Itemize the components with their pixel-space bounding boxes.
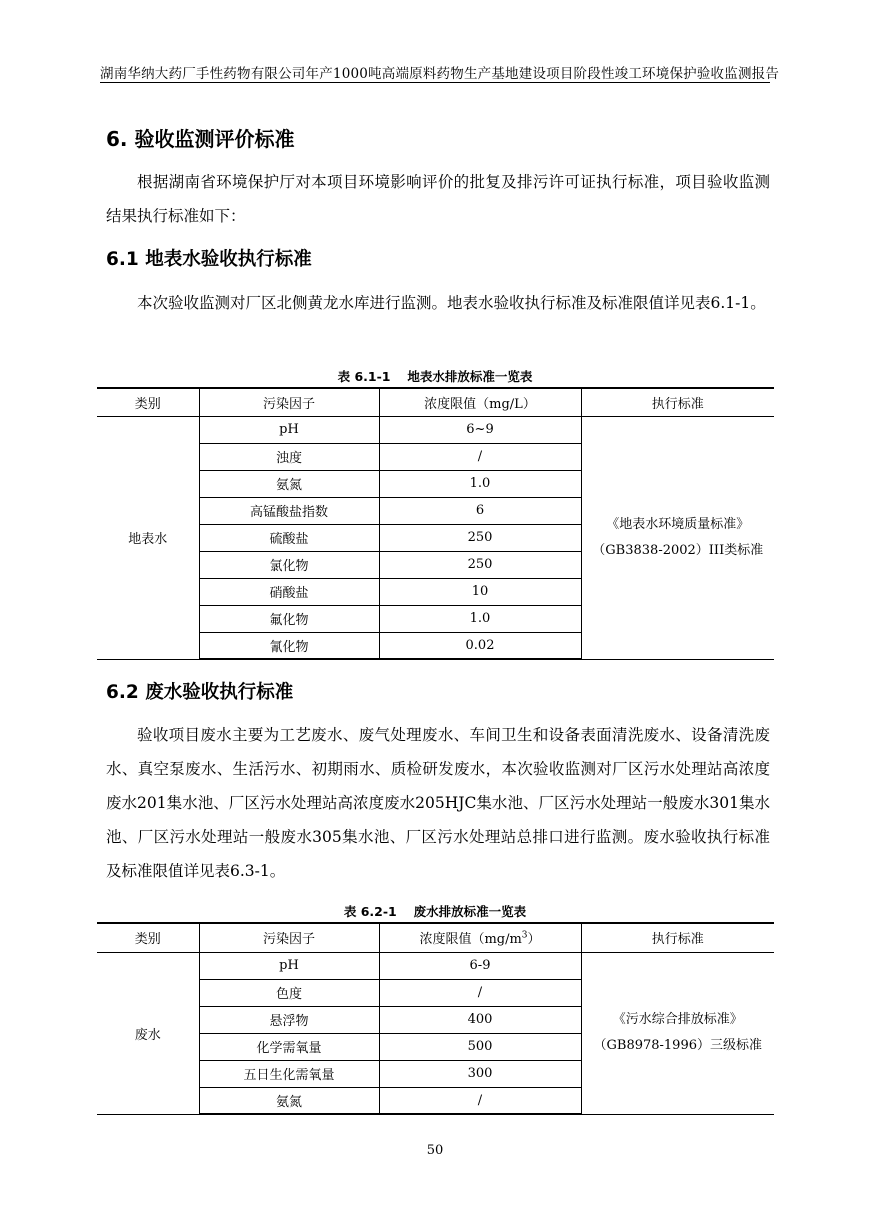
factor-cell: 高锰酸盐指数	[199, 497, 379, 524]
col-limit: 浓度限值（mg/L）	[379, 388, 581, 416]
table-row	[97, 416, 774, 443]
limit-cell: 0.02	[379, 632, 581, 659]
limit-cell: /	[379, 1087, 581, 1114]
factor-cell: 氟化物	[199, 605, 379, 632]
section-6-title: 6. 验收监测评价标准	[106, 127, 295, 151]
standard-cell	[581, 952, 774, 1114]
factor-cell: 硝酸盐	[199, 578, 379, 605]
header-rule	[100, 82, 770, 83]
table-header-row	[97, 388, 774, 416]
surface-water-standard-table	[97, 387, 774, 660]
limit-cell: 6	[379, 497, 581, 524]
unit-superscript: 3	[521, 930, 528, 941]
limit-cell: /	[379, 979, 581, 1006]
limit-cell: 1.0	[379, 470, 581, 497]
col-standard: 执行标准	[581, 923, 774, 952]
category-cell: 废水	[97, 952, 199, 1114]
col-factor: 污染因子	[199, 923, 379, 952]
wastewater-standard-table	[97, 922, 774, 1115]
page-number: 50	[426, 1143, 444, 1158]
limit-cell: 10	[379, 578, 581, 605]
limit-cell: /	[379, 443, 581, 470]
col-category: 类别	[97, 923, 199, 952]
factor-cell: 色度	[199, 979, 379, 1006]
page-header: 湖南华纳大药厂手性药物有限公司年产1000吨高端原料药物生产基地建设项目阶段性竣工环境保护验收监测报告	[100, 66, 780, 82]
section-6-intro: 根据湖南省环境保护厅对本项目环境影响评价的批复及排污许可证执行标准，项目验收监测结果执行标准如下：	[106, 173, 770, 225]
factor-cell: 硫酸盐	[199, 524, 379, 551]
factor-cell: 化学需氧量	[199, 1033, 379, 1060]
table-row	[97, 952, 774, 979]
col-standard: 执行标准	[581, 388, 774, 416]
factor-cell: 氨氮	[199, 1087, 379, 1114]
limit-cell: 6-9	[379, 952, 581, 979]
standard-line-1: 《地表水环境质量标准》	[606, 516, 750, 532]
section-6-1-text: 本次验收监测对厂区北侧黄龙水库进行监测。地表水验收执行标准及标准限值详见表6.1-1。	[137, 294, 766, 312]
limit-cell: 6~9	[379, 416, 581, 443]
factor-cell: 氰化物	[199, 632, 379, 659]
standard-line-1: 《污水综合排放标准》	[612, 1012, 743, 1027]
col-limit-close: ）	[527, 932, 541, 948]
standard-line-2: （GB3838-2002）III类标准	[592, 542, 764, 558]
section-6-2-title: 6.2 废水验收执行标准	[106, 682, 294, 703]
section-6-1-title: 6.1 地表水验收执行标准	[106, 249, 312, 270]
table-6-2-1-caption: 表 6.2-1 废水排放标准一览表	[343, 904, 527, 919]
factor-cell: pH	[199, 416, 379, 443]
limit-cell: 300	[379, 1060, 581, 1087]
col-factor: 污染因子	[199, 388, 379, 416]
standard-cell	[581, 416, 774, 659]
section-6-2-text: 验收项目废水主要为工艺废水、废气处理废水、车间卫生和设备表面清洗废水、设备清洗废水、真空泵废水、生活污水、初期雨水、质检研发废水，本次验收监测对厂区污水处理站高浓度废水201集水池、厂区污水处理站高浓度废水205HJC集水池、厂区污水处理站一般废水301集水池、厂区污水处理站一般废水305集水池、厂区污水处理站总排口进行监测。废水验收执行标准及标准限值详见表6.3-1。	[106, 726, 770, 880]
limit-cell: 250	[379, 551, 581, 578]
limit-cell: 250	[379, 524, 581, 551]
factor-cell: 悬浮物	[199, 1006, 379, 1033]
factor-cell: 浊度	[199, 443, 379, 470]
factor-cell: 氨氮	[199, 470, 379, 497]
factor-cell: pH	[199, 952, 379, 979]
col-limit-label: 浓度限值（mg/m	[419, 932, 522, 948]
limit-cell: 400	[379, 1006, 581, 1033]
category-cell: 地表水	[97, 416, 199, 659]
factor-cell: 氯化物	[199, 551, 379, 578]
table-6-1-1-caption: 表 6.1-1 地表水排放标准一览表	[337, 369, 533, 384]
col-category: 类别	[97, 388, 199, 416]
col-limit	[379, 923, 581, 952]
limit-cell: 1.0	[379, 605, 581, 632]
limit-cell: 500	[379, 1033, 581, 1060]
table-header-row	[97, 923, 774, 952]
standard-line-2: （GB8978-1996）三级标准	[593, 1038, 762, 1053]
factor-cell: 五日生化需氧量	[199, 1060, 379, 1087]
